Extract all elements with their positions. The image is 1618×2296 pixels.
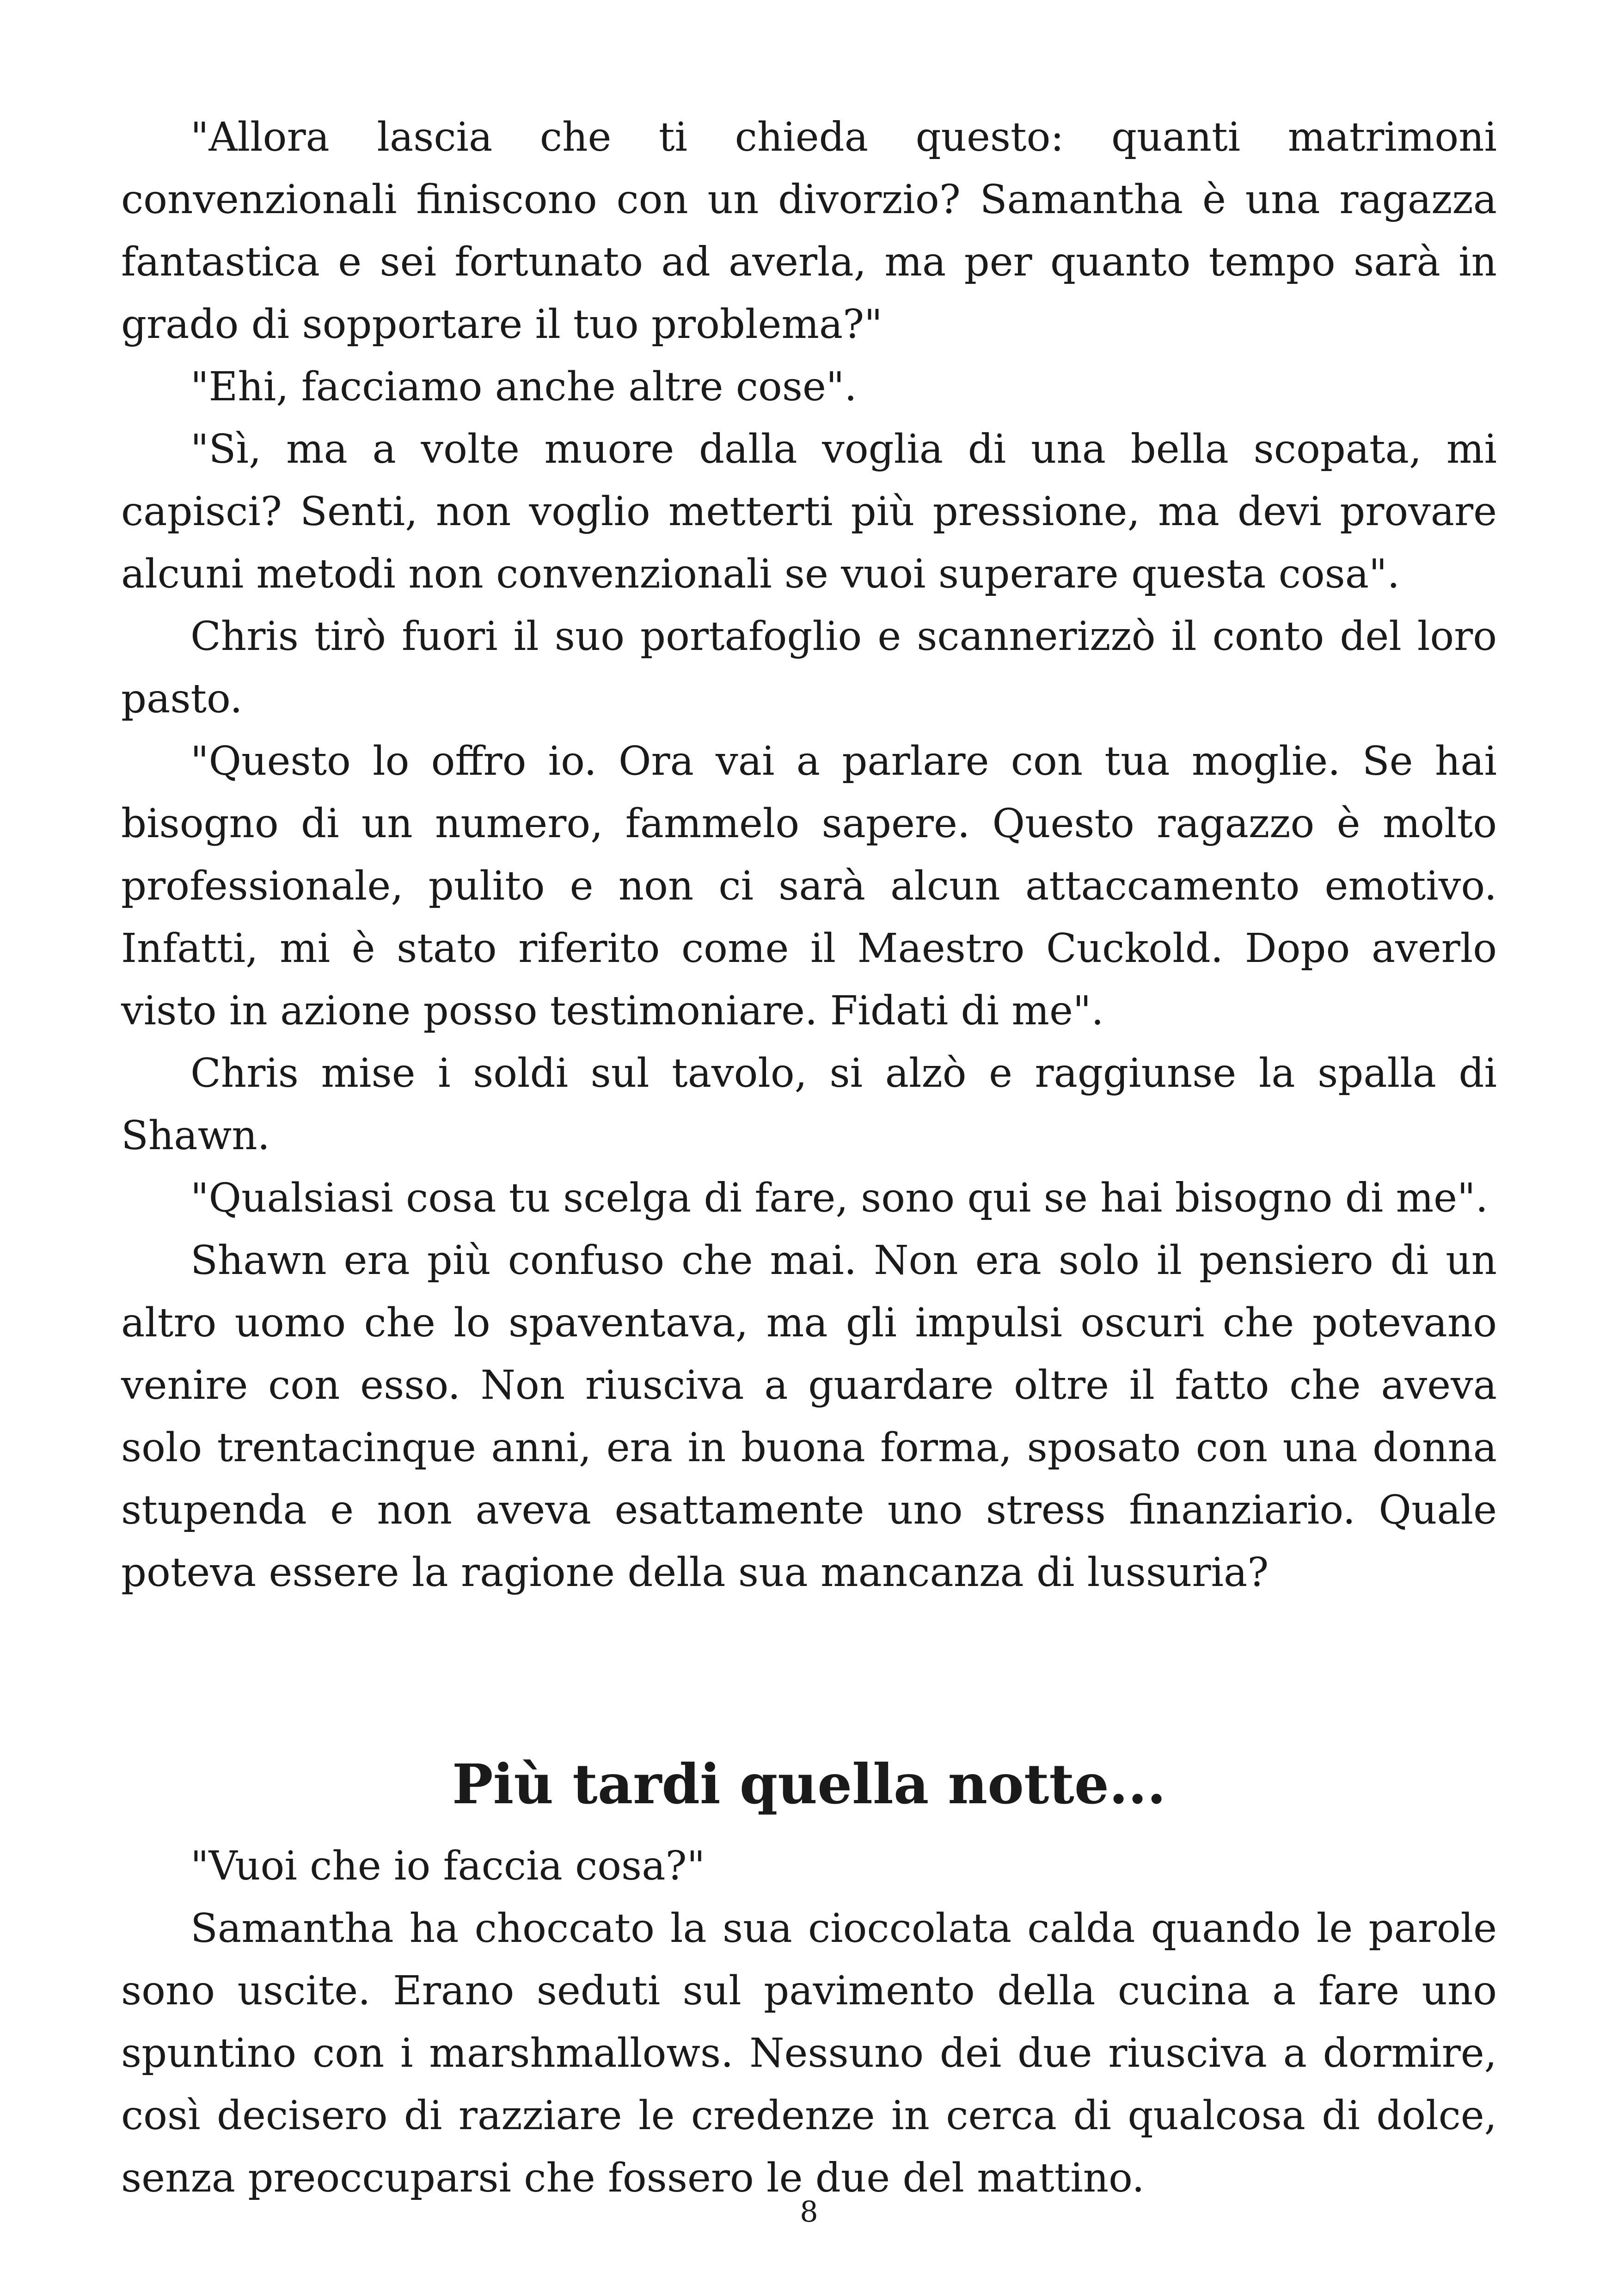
paragraph: "Ehi, facciamo anche altre cose". [190,364,857,410]
paragraph: "Vuoi che io faccia cosa?" [190,1843,705,1889]
page-body [121,106,1497,2210]
page-number: 8 [800,2195,818,2229]
paragraph: Shawn era più confuso che mai. Non era solo il pensiero di un altro uomo che lo spaventava, ma gli impulsi oscuri che potevano venire con esso. Non riusciva a guardare oltre il fatto che aveva solo trentacinque anni, era in buona forma, sposato con una donna stupenda e non aveva esattamente uno stress finanziario. Quale poteva essere la ragione della sua mancanza di lussuria? [121,1237,1497,1596]
paragraph: "Qualsiasi cosa tu scelga di fare, sono qui se hai bisogno di me". [190,1175,1488,1221]
paragraph: "Sì, ma a volte muore dalla voglia di una bella scopata, mi capisci? Senti, non voglio metterti più pressione, ma devi provare alcuni metodi non convenzionali se vuoi superare questa cosa". [121,426,1497,597]
paragraph: Samantha ha choccato la sua cioccolata calda quando le parole sono uscite. Erano seduti sul pavimento della cucina a fare uno spuntino con i marshmallows. Nessuno dei due riusciva a dormire, così decisero di razziare le credenze in cerca di qualcosa di dolce, senza preoccuparsi che fossero le due del mattino. [121,1905,1497,2201]
paragraph: Chris tirò fuori il suo portafoglio e scannerizzò il conto del loro pasto. [121,613,1497,722]
paragraph: "Allora lascia che ti chieda questo: quanti matrimoni convenzionali finiscono con un divorzio? Samantha è una ragazza fantastica e sei fortunato ad averla, ma per quanto tempo sarà in grado di sopportare il tuo problema?" [121,114,1497,348]
paragraph: "Questo lo offro io. Ora vai a parlare con tua moglie. Se hai bisogno di un numero, fammelo sapere. Questo ragazzo è molto professionale, pulito e non ci sarà alcun attaccamento emotivo. Infatti, mi è stato riferito come il Maestro Cuckold. Dopo averlo visto in azione posso testimoniare. Fidati di me". [121,738,1497,1034]
paragraph: Chris mise i soldi sul tavolo, si alzò e raggiunse la spalla di Shawn. [121,1050,1497,1159]
section-heading: Più tardi quella notte... [452,1752,1166,1816]
